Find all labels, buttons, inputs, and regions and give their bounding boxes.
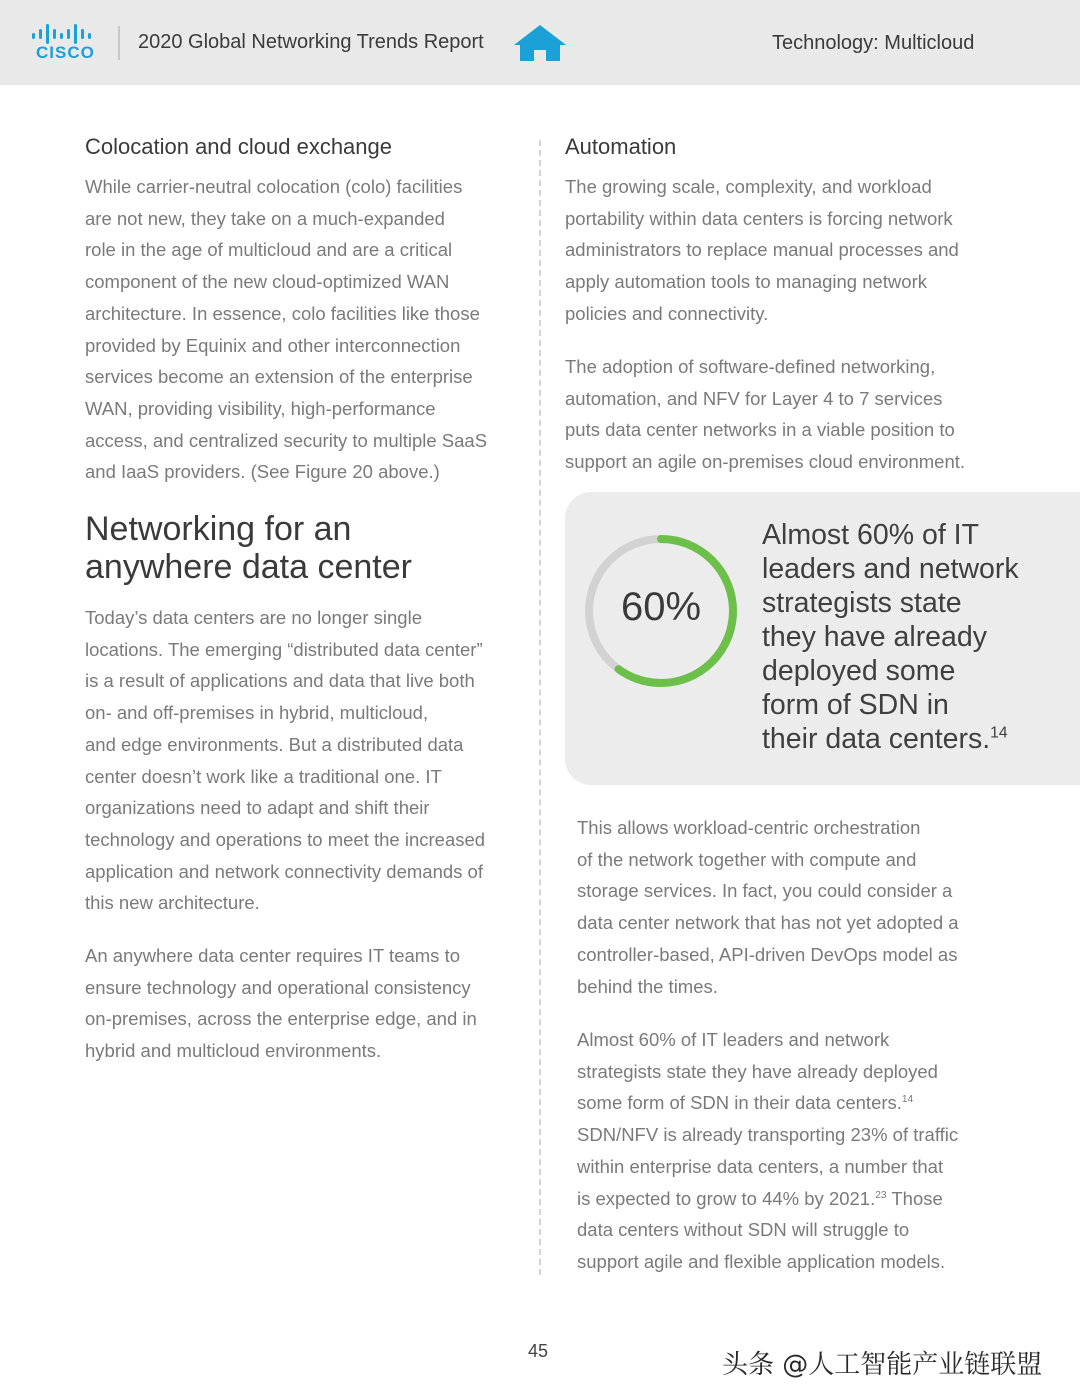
text-line: center doesn’t work like a traditional one. IT — [85, 765, 442, 787]
text-line: hybrid and multicloud environments. — [85, 1040, 382, 1062]
automation-paragraph-1 — [565, 171, 959, 330]
text-line: and edge environments. But a distributed data — [85, 733, 464, 755]
stat-line: their data centers. — [762, 723, 991, 755]
text-line: ensure technology and operational consistency — [85, 976, 471, 998]
text-line: behind the times. — [577, 975, 718, 997]
text-line: and IaaS providers. (See Figure 20 above.) — [85, 461, 440, 483]
header-divider — [118, 26, 120, 60]
heading-line: anywhere data center — [85, 548, 412, 586]
automation-paragraph-2 — [565, 351, 965, 478]
text-line: administrators to replace manual processes and — [565, 239, 959, 261]
text-line: technology and operations to meet the increased — [85, 828, 486, 850]
cisco-bars-icon — [32, 24, 98, 44]
anywhere-heading — [85, 510, 412, 586]
text-line: on-premises, across the enterprise edge, and in — [85, 1008, 477, 1030]
text-line: data centers without SDN will struggle to — [577, 1219, 910, 1241]
text-line: role in the age of multicloud and are a critical — [85, 239, 453, 261]
anywhere-paragraph-1 — [85, 602, 485, 919]
text-line: this new architecture. — [85, 892, 260, 914]
text-line: organizations need to adapt and shift their — [85, 797, 430, 819]
text-line: WAN, providing visibility, high-performance — [85, 397, 436, 419]
text-line: The growing scale, complexity, and workload — [565, 176, 932, 197]
colo-paragraph — [85, 171, 487, 488]
text-line: policies and connectivity. — [565, 302, 769, 324]
watermark-text: 头条 @人工智能产业链联盟 — [722, 1350, 1043, 1380]
page-header — [0, 0, 1080, 85]
text-line: some form of SDN in their data centers. — [577, 1092, 902, 1114]
text-line: provided by Equinix and other interconnection — [85, 334, 461, 356]
text-line: SDN/NFV is already transporting 23% of traffic — [577, 1124, 959, 1146]
text-line: support an agile on-premises cloud environment. — [565, 451, 966, 473]
stat-line: leaders and network — [762, 553, 1019, 585]
home-icon[interactable] — [513, 24, 567, 62]
text-line: support agile and flexible application models. — [577, 1250, 946, 1272]
text-line: An anywhere data center requires IT teams to — [85, 945, 460, 966]
text-line: application and network connectivity demands of — [85, 860, 483, 882]
automation-heading: Automation — [565, 134, 677, 159]
text-line: Today’s data centers are no longer single — [85, 607, 422, 628]
footnote-ref: 14 — [901, 1094, 914, 1106]
footnote-ref: 14 — [990, 724, 1008, 742]
text-line: of the network together with compute and — [577, 848, 917, 870]
text-line: on- and off-premises in hybrid, multicloud, — [85, 702, 429, 724]
stat-line: strategists state — [762, 587, 962, 619]
text-line: portability within data centers is forcing network — [565, 207, 953, 229]
text-line: Those — [886, 1187, 943, 1209]
section-label: Technology: Multicloud — [772, 32, 975, 54]
stat-line: deployed some — [762, 655, 956, 687]
text-line: controller-based, API-driven DevOps model as — [577, 943, 958, 965]
footnote-ref: 23 — [875, 1189, 887, 1201]
cisco-logo-text: CISCO — [36, 43, 95, 62]
report-title: 2020 Global Networking Trends Report — [138, 31, 484, 53]
text-line: storage services. In fact, you could consider a — [577, 880, 953, 902]
text-line: puts data center networks in a viable position to — [565, 419, 955, 441]
text-line: automation, and NFV for Layer 4 to 7 services — [565, 387, 943, 409]
text-line: Almost 60% of IT leaders and network — [577, 1029, 890, 1050]
text-line: apply automation tools to managing network — [565, 271, 927, 293]
percent-label: 60% — [620, 585, 702, 629]
stat-line: they have already — [762, 621, 987, 653]
text-line: architecture. In essence, colo facilities like those — [85, 302, 480, 324]
text-line: is a result of applications and data that live both — [85, 670, 475, 692]
text-line: within enterprise data centers, a number that — [577, 1155, 944, 1177]
text-line: This allows workload-centric orchestration — [577, 817, 921, 838]
text-line: services become an extension of the enterprise — [85, 366, 473, 388]
text-line: data center network that has not yet adopted a — [577, 912, 959, 934]
sdn-paragraph — [577, 1024, 958, 1278]
text-line: are not new, they take on a much-expanded — [85, 207, 445, 229]
column-divider — [539, 140, 541, 1275]
text-line: component of the new cloud-optimized WAN — [85, 271, 450, 293]
cisco-logo — [30, 24, 100, 64]
orchestration-paragraph — [577, 812, 959, 1002]
text-line: strategists state they have already deployed — [577, 1060, 938, 1082]
text-line: The adoption of software-defined networking, — [565, 356, 936, 377]
text-line: locations. The emerging “distributed data center” — [85, 638, 483, 660]
page-number: 45 — [528, 1341, 549, 1361]
colo-heading: Colocation and cloud exchange — [85, 134, 393, 159]
text-line: is expected to grow to 44% by 2021. — [577, 1187, 876, 1209]
text-line: While carrier-neutral colocation (colo) facilities — [85, 176, 463, 197]
stat-line: form of SDN in — [762, 689, 949, 721]
anywhere-paragraph-2 — [85, 940, 477, 1067]
heading-line: Networking for an — [85, 510, 352, 548]
text-line: access, and centralized security to multiple SaaS — [85, 429, 488, 451]
stat-text — [762, 518, 1062, 756]
stat-line: Almost 60% of IT — [762, 519, 979, 551]
